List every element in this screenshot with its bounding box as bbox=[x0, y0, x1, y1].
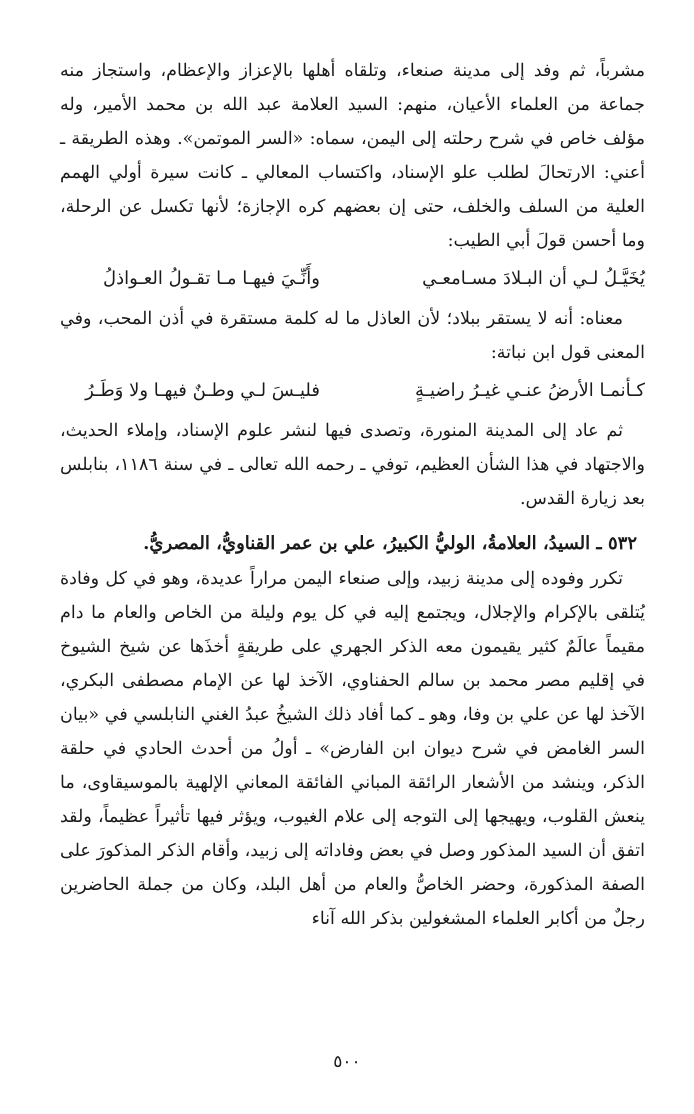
verse-ibn-nubata bbox=[60, 374, 645, 408]
page-body bbox=[60, 54, 645, 936]
paragraph-entry-body: تكرر وفوده إلى مدينة زبيد، وإلى صنعاء اليمن مراراً عديدة، وهو في كل وفادة يُتلقى بالإكرام والإجلال، ويجتمع إليه في كل يوم وليلة من الخاص والعام ما دام مقيماً عالَمٌ كثير يقيمون معه الذكر الجهري على طريقةٍ أخذَها عن شيخ الشيوخ في إقليم مصر محمد بن سالم الحفناوي، الآخذ لها عن الإمام مصطفى البكري، الآخذ لها عن علي بن وفا، وهو ـ كما أفاد ذلك الشيخُ عبدُ الغني النابلسي في «بيان السر الغامض في شرح ديوان ابن الفارض» ـ أولُ من أحدث الحادي في حلقة الذكر، وينشد من الأشعار الرائقة المباني الفائقة المعاني الإلهية بالموسيقاوى، ما ينعش القلوب، ويهيجها إلى التوجه إلى علام الغيوب، ويؤثر فيها تأثيراً عظيماً، ولقد اتفق أن السيد المذكور وصل في بعض وفاداته إلى زبيد، وأقام الذكر المذكورَ على الصفة المذكورة، وحضر الخاصُّ والعام من أهل البلد، وكان من جملة الحاضرين رجلٌ من أكابر العلماء المشغولين بذكر الله آناء bbox=[60, 569, 645, 929]
page-number: ٥٠٠ bbox=[333, 1052, 361, 1072]
verse-second-hemistich: وأَنِّـيَ فيهـا مـا تقـولُ العـواذلُ bbox=[103, 268, 320, 289]
entry-heading-532: ٥٣٢ ـ السيدُ، العلامةُ، الوليُّ الكبيرُ، علي بن عمر القناويُّ، المصريُّ. bbox=[143, 533, 637, 554]
paragraph-opening: مشرباً، ثم وفد إلى مدينة صنعاء، وتلقاه أهلها بالإعزاز والإعظام، واستجاز منه جماعة من العلماء الأعيان، منهم: السيد العلامة عبد الله بن محمد الأمير، وله مؤلف خاص في شرح رحلته إلى اليمن، سماه: «السر الموتمن». وهذه الطريقة ـ أعني: الارتحالَ لطلب علو الإسناد، واكتساب المعالي ـ كانت سيرة أولي الهمم العلية من السلف والخلف، حتى إن بعضهم كره الإجازة؛ لأنها تكسل عن الرحلة، وما أحسن قولَ أبي الطيب: bbox=[60, 61, 645, 251]
verse-first-hemistich: كـأنمـا الأرضُ عنـي غيـرُ راضيـةٍ bbox=[415, 380, 645, 401]
verse-abu-al-tayyib bbox=[60, 262, 645, 296]
verse-first-hemistich: يُخَيَّـلُ لـي أن البـلادَ مسـامعـي bbox=[422, 268, 645, 289]
verse-second-hemistich: فليـسَ لـي وطـنٌ فيهـا ولا وَطَـرُ bbox=[85, 380, 320, 401]
paragraph-meaning: معناه: أنه لا يستقر ببلاد؛ لأن العاذل ما له كلمة مستقرة في أذن المحب، وفي المعنى قول ابن نباتة: bbox=[60, 309, 645, 363]
paragraph-return-medina: ثم عاد إلى المدينة المنورة، وتصدى فيها لنشر علوم الإسناد، وإملاء الحديث، والاجتهاد في هذا الشأن العظيم، توفي ـ رحمه الله تعالى ـ في سنة ١١٨٦، بنابلس بعد زيارة القدس. bbox=[60, 421, 646, 509]
